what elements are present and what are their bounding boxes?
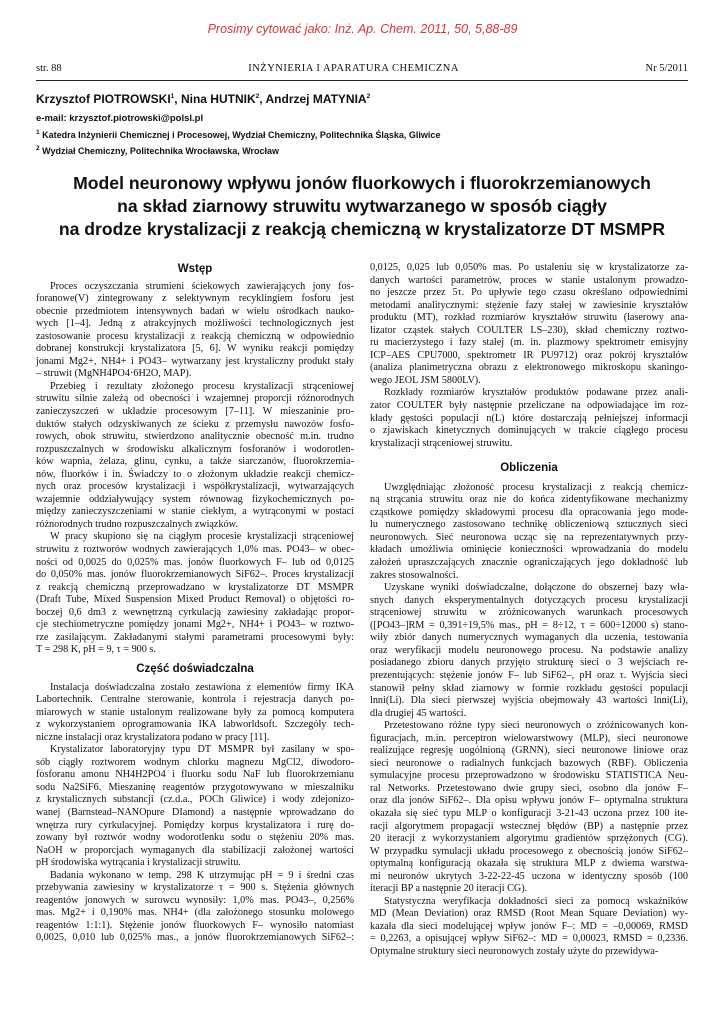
text-line: wanej (Barnstead–NANOpure DIamond) a następnie wprowadzano do	[36, 806, 354, 818]
text-line: ([PO43–]RM = 0,391÷19,5% mas., pH = 8÷12, τ = 600÷12000 s) stano-	[370, 619, 688, 631]
text-line: Przetestowano różne typy sieci neuronowych o zróżnicowanych kon-	[384, 720, 688, 732]
text-line: rowych, obok struwitu, stwierdzono analitycznie obecność m.in. trudno	[36, 431, 354, 443]
text-line: optymalną konfiguracją okazała się struktura MLP z dwiema warstwa-	[370, 858, 688, 870]
right-column	[370, 262, 688, 959]
text-line: W pracy skupiono się na ciągłym procesie krystalizacji strąceniowej	[50, 531, 354, 543]
text-line: nych oraz procesów krystalizacji i współkrystalizacji, wytwarzających	[36, 481, 354, 493]
text-line: zanieczyszczeń w układzie procesowym [7–11]. W mieszaninie pro-	[36, 406, 354, 418]
text-line: = 0,2263, a opisującej wpływ SiF62–: MD = 0,00023, RMSD = 0,2336.	[370, 933, 688, 945]
text-line: kłady gęstości populacji n(L) które dostarczają pełniejszej informacji	[370, 412, 688, 424]
paper-title: Model neuronowy wpływu jonów fluorkowych i fluorokrzemianowych na skład ziarnowy struwitu wytwarzanego w sposób ciągły na drodze krystalizacji z reakcją chemiczną w krystalizatorze DT MSMPR	[58, 173, 666, 239]
text-line: metodami analitycznymi: stężenie fazy stałej w zawiesinie kryształów	[370, 299, 688, 311]
text-line: z krystalicznych substancji (cz.d.a., POCh Gliwice) i wody zdejonizo-	[36, 794, 354, 806]
text-line: oraz weryfikacji modelu neuronowego procesu. Na podstawie analizy	[370, 644, 688, 656]
text-line: przebywania zawiesiny w krystalizatorze τ = 900 s. Stężenia głównych	[36, 882, 354, 894]
citation-note: Prosimy cytować jako: Inż. Ap. Chem. 2011, 50, 5,88-89	[207, 22, 518, 36]
text-line: wnętrza rury cyrkulacyjnej. Pomiędzy korpus krystalizatora i rurę do-	[36, 819, 354, 831]
text-line: figuracjach, m.in. perceptron wielowarstwowy (MLP), sieci neuronowe	[370, 732, 688, 744]
text-line: mas. Mg2+ i 0,190% mas. NH4+ (dla założonego stosunku molowego	[36, 907, 354, 919]
text-line: boczej 0,6 dm3 z wewnętrzną cyrkulacją zawiesiny zakładając propor-	[36, 606, 354, 618]
text-line: realizujące regresję uogólnioną (GRNN), sieci neuronowe liniowe oraz	[370, 745, 688, 757]
text-line: ICP–AES CPU7000, spektrometr IR PU9712) oraz pokrój kryształów	[370, 349, 688, 361]
text-line: różnorodnych trudno rozpuszczalnych związków.	[36, 518, 238, 530]
text-line: Uzyskane wyniki doświadczalne, dołączone do obszernej bazy wła-	[384, 582, 688, 594]
text-line: mi neuronów ukrytych 3-22-22-45 uczona w identyczny sposób (100	[370, 870, 688, 882]
text-line: ru macierzystego i fazy stałej (m. in. plazmowy spektrometr emisyjny	[370, 337, 688, 349]
text-line: neuronowych. Sieć neuronowa ucząc się na reprezentatywnych przy-	[370, 531, 688, 543]
text-line: duktów stałych odzyskiwanych ze ścieku z przemysłu nawozów fosfo-	[36, 418, 354, 430]
text-line: struwitu z roztworów wodnych zawierających 1,0% mas. PO43– w obec-	[36, 544, 354, 556]
text-line: lu numerycznego zastosowano technikę obliczeniową sztucznych sieci	[370, 519, 688, 531]
text-line: wego JEOL JSM 5800LV).	[370, 374, 481, 386]
text-line: (Draft Tube, Mixed Suspension Mixed Product Removal) o objętości ro-	[36, 594, 354, 606]
text-line: założeń upraszczających znacznie ograniczających jego dokładność lub	[370, 557, 688, 569]
text-line: strąceniowej struwitu w zróżnicowanych warunkach procesowych	[370, 607, 688, 619]
text-line: MD (Mean Deviation) oraz RMSD (Root Mean Square Deviation) wy-	[370, 908, 688, 920]
text-line: oraz dla jonów SiF62–. Dla opisu wpływu jonów F– optymalna struktura	[370, 795, 688, 807]
text-line: ną strącania struwitu oraz nie do końca zidentyfikowane mechanizmy	[370, 494, 688, 506]
text-line: Statystyczna weryfikacja dokładności sieci za pomocą wskaźników	[384, 895, 688, 907]
text-line: pH środowiska wytrącania i krystalizacji struwitu.	[36, 857, 241, 869]
text-line: niczne instalacji oraz krystalizatora podano w pracy [11].	[36, 731, 270, 743]
page-number: str. 88	[36, 63, 62, 74]
text-line: posiadanego zbioru danych przyjęto strukturę sieci o 3 wejściach re-	[370, 657, 688, 669]
text-line: do 0,050% mas. jonów fluorokrzemianowych SiF62–. Proces krystalizacji	[36, 569, 354, 581]
text-line: kładach umożliwia ominięcie konieczności wprowadzania do modelu	[370, 544, 688, 556]
heading-experimental: Część doświadczalna	[136, 662, 254, 675]
affiliation-1: $^1$ Katedra Inżynierii Chemicznej i Procesowej, Wydział Chemiczny, Politechnika Śląska, Gliwice	[36, 129, 441, 140]
text-line: cje stechiometryczne pomiędzy jonami Mg2+, NH4+ i PO43– w roztwo-	[36, 619, 354, 631]
text-line: reagentów jonowych w surowcu wynosiły: 1,0% mas. PO43–, 0,256%	[36, 894, 354, 906]
text-line: sodu Na2SiF6. Mieszaninę reagentów przygotowywano w mieszalniku	[36, 781, 354, 793]
text-line: sieci neuronowe o radialnych funkcjach bazowych (RBF). Obliczenia	[370, 757, 688, 769]
text-line: NaOH w proporcjach wymaganych dla stabilizacji założonej wartości	[36, 844, 354, 856]
text-line: zator COULTER były następnie przeliczane na odpowiadające im roz-	[370, 400, 688, 412]
text-line: fosforanu amonu NH4H2PO4 i fluorku sodu NaF lub fluorokrzemianu	[36, 769, 354, 781]
author-list: Krzysztof PIOTROWSKI$^1$, Nina HUTNIK$^2$, Andrzej MATYNIA$^2$	[36, 92, 371, 106]
text-line: Labortechnik. Centralne sterowanie, kontrola i rejestracja danych po-	[36, 694, 354, 706]
text-line: Instalacja doświadczalna zostało zestawiona z elementów firmy IKA	[50, 681, 354, 693]
text-line: między zanieczyszczeniami w stanie ciekłym, a wytrąconymi w postaci	[36, 506, 354, 518]
header-rule	[36, 80, 688, 81]
text-line: dla drugiej 45 wartości.	[370, 707, 467, 719]
text-line: kazała dla sieci modelującej wpływ jonów F–: MD = –0,00069, RMSD	[370, 920, 688, 932]
journal-name: INŻYNIERIA I APARATURA CHEMICZNA	[248, 63, 459, 74]
affiliation-2: $^2$ Wydział Chemiczny, Politechnika Wrocławska, Wrocław	[36, 145, 280, 156]
text-line: W przypadku symulacji układu procesowego z obecnością jonów SiF62–	[370, 845, 688, 857]
text-line: stanowił pełny skład ziarnowy w formie rozkładu gęstości populacji	[370, 682, 688, 694]
text-line: symulacyjne procesu przeprowadzono w środowisku STATISTICA Neu-	[370, 770, 688, 782]
text-line: snych danych eksperymentalnych dotyczących procesu krystalizacji	[370, 594, 688, 606]
text-line: rozpuszczalnych w środowisku alkalicznym fosforanów i wodorotlen-	[36, 443, 354, 455]
text-line: prezentujących: stężenie jonów F– lub SiF62–, pH oraz τ. Wyjścia sieci	[370, 669, 688, 681]
text-line: okazała się sieć typu MLP o konfiguracji 3-21-43 uczona przez 100 ite-	[370, 807, 688, 819]
text-line: 0,0025, 0,010 lub 0,025% mas., a jonów fluorokrzemianowych SiF62–:	[36, 932, 354, 944]
text-line: 20 iteracji z wykorzystaniem algorytmu gradientów sprzężonych (CG).	[370, 833, 688, 845]
text-line: krystalizacji strąceniowej struwitu.	[370, 437, 513, 449]
text-line: T = 298 K, pH = 9, τ = 900 s.	[36, 644, 156, 656]
text-line: cząstkowe pomiędzy składowymi procesu dla opracowania jego mode-	[370, 506, 688, 518]
text-line: 0,0125, 0,025 lub 0,050% mas. Po ustaleniu się w krystalizatorze za-	[370, 262, 688, 273]
text-line: Rozkłady rozmiarów kryształów produktów podawane przez anali-	[384, 387, 688, 399]
text-line: nów, fluorków i in. Świadczy to o złożonym układzie reakcji chemicz-	[36, 468, 354, 480]
text-line: no jeszcze przez 5τ. Po upływie tego czasu określano odpowiednimi	[370, 287, 688, 299]
text-line: ności od 0,0025 do 0,025% mas. jonów fluorkowych F– lub od 0,0125	[36, 556, 354, 568]
text-line: jonami Mg2+, NH4+ i PO43– wytwarzany jest krystaliczny produkt stały	[36, 355, 354, 367]
text-line: produktu (MT), rozkład rozmiarów kryształów struwitu (laserowy ana-	[370, 312, 688, 324]
text-line: reagentów 1:1:1). Stężenie jonów fluorkowych F– wynosiło natomiast	[36, 919, 354, 931]
text-line: ków wapnia, żelaza, glinu, cynku, a także siarczanów, fluorokrzemia-	[36, 456, 354, 468]
text-line: lnni(Li). Dla sieci pierwszej wyjścia obejmowały 43 wartości lnni(Li),	[370, 695, 688, 707]
text-line: – struwit (MgNH4PO4·6H2O, MAP).	[36, 368, 192, 380]
text-line: wzajemnie oddziaływujący system równowag fizykochemicznych po-	[36, 493, 354, 505]
author-email: e-mail: krzysztof.piotrowski@polsl.pl	[36, 113, 204, 124]
text-line: z wykorzystaniem oprogramowania IKA labworldsoft. Szczegóły tech-	[36, 719, 354, 731]
text-line: (analiza planimetryczna obrazu z elektronowego mikroskopu skaningo-	[370, 362, 688, 374]
text-line: Uwzględniając złożoność procesu krystalizacji z reakcją chemicz-	[384, 481, 688, 493]
text-line: zastosowanie procesu krystalizacji z reakcją chemiczną w odpowiednio	[36, 330, 354, 342]
text-line: rze zasilającym. Zakładanymi stałymi parametrami procesowymi były:	[36, 631, 354, 643]
text-line: Optymalne struktury sieci neuronowych zostały użyte do przewidywa-	[370, 945, 659, 957]
text-line: ral Networks. Przetestowano dwie grupy sieci, osobno dla jonów F–	[370, 782, 688, 794]
text-line: zakres stosowalności.	[370, 569, 459, 581]
text-line: zowany był roztwór wodny wodorotlenku sodu o stężeniu 20% mas.	[36, 832, 354, 844]
text-line: Badania wykonano w temp. 298 K utrzymując pH = 9 i średni czas	[50, 869, 354, 881]
text-line: z reakcją chemiczną przeprowadzano w krystalizatorze DT MSMPR	[36, 581, 354, 593]
text-line: racji algorytmem propagacji wstecznej błędów (BP) a następnie przez	[370, 820, 688, 832]
text-line: struwitu silnie zależą od obecności i wzajemnej proporcji różnorodnych	[36, 393, 354, 405]
text-line: foranowe(V) zintegrowany z selektywnym recyklingiem fosforu jest	[36, 293, 354, 305]
heading-intro: Wstęp	[177, 263, 213, 275]
text-line: Proces oczyszczania strumieni ściekowych zawierających jony fos-	[50, 280, 354, 292]
text-line: dobranej konstrukcji krystalizatora [5, 6]. W wyniku reakcji pomiędzy	[36, 343, 354, 355]
text-line: miarowych w stanie ustalonym realizowane były za pomocą komputera	[36, 706, 354, 718]
text-line: obecnie przedmiotem intensywnych badań w wielu ośrodkach nauko-	[36, 305, 354, 317]
issue-number: Nr 5/2011	[645, 63, 688, 74]
text-line: Krystalizator laboratoryjny typu DT MSMPR był zasilany w spo-	[50, 744, 354, 756]
text-line: wych [1–4]. Jedną z atrakcyjnych możliwości technologicznych jest	[36, 318, 354, 330]
text-line: danych wartości parametrów, proces w stanie ustalonym prowadzo-	[370, 274, 688, 286]
running-header	[36, 63, 688, 74]
text-line: sób ciągły roztworem wodnym chlorku magnezu MgCl2, diwodoro-	[36, 756, 354, 768]
heading-calculations: Obliczenia	[500, 462, 558, 475]
text-line: lizator cząstek stałych COULTER LS–230), skład chemiczny roztwo-	[370, 324, 688, 336]
text-line: o zjawiskach kinetycznych dominujących w trakcie ciągłego procesu	[370, 425, 688, 437]
left-column	[36, 263, 354, 945]
text-line: iteracji BP a następnie 20 iteracji CG).	[370, 883, 528, 895]
text-line: Przebieg i rezultaty złożonego procesu krystalizacji strąceniowej	[50, 380, 354, 392]
text-line: wiły zbiór danych numerycznych wymaganych dla uczenia, testowania	[370, 632, 688, 644]
